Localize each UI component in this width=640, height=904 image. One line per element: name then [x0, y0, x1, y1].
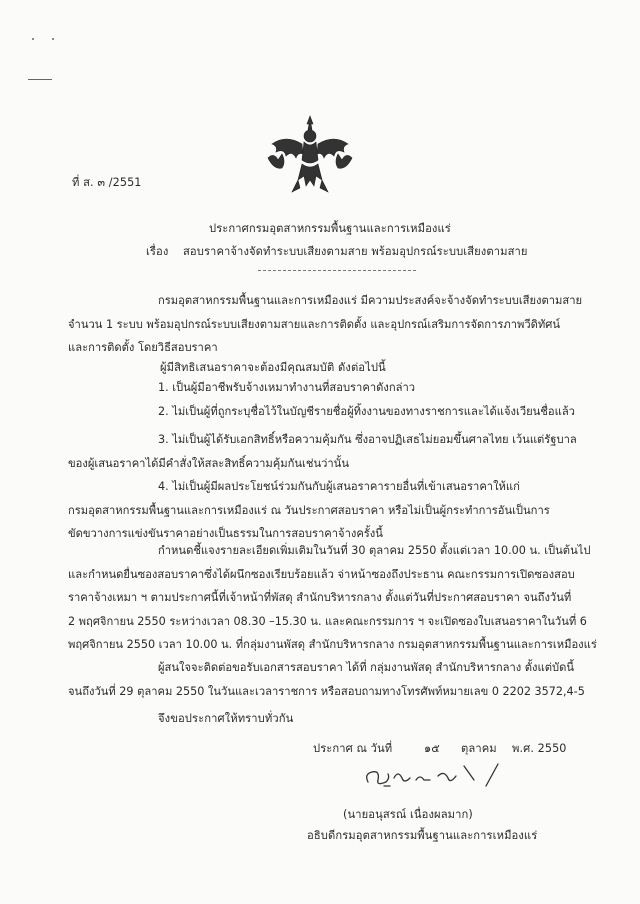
signer-title: อธิบดีกรมอุตสาหกรรมพื้นฐานและการเหมืองแร่: [307, 829, 538, 842]
scan-speck: [32, 38, 34, 40]
qualification-item: 2. ไม่เป็นผู้ที่ถูกระบุชื่อไว้ในบัญชีรายชื่อผู้ทิ้งงานของทางราชการและได้แจ้งเวียนชื่อแล้ว: [158, 404, 575, 418]
title-divider: [258, 270, 416, 271]
announce-day: ๑๕: [424, 742, 440, 755]
qualification-item: 1. เป็นผู้มีอาชีพรับจ้างเหมาทำงานที่สอบราคาดังกล่าว: [158, 381, 416, 394]
qualification-line: 3. ไม่เป็นผู้ได้รับเอกสิทธิ์หรือความคุ้มกัน ซึ่งอาจปฏิเสธไม่ยอมขึ้นศาลไทย เว้นแต่รัฐบาล: [158, 433, 577, 446]
schedule-line: กำหนดชี้แจงรายละเอียดเพิ่มเติมในวันที่ 30 ตุลาคม 2550 ตั้งแต่เวลา 10.00 น. เป็นต้นไป: [158, 544, 591, 557]
contact-line: จนถึงวันที่ 29 ตุลาคม 2550 ในวันและเวลาราชการ หรือสอบถามทางโทรศัพท์หมายเลข 0 2202 3572,4-5: [68, 684, 585, 698]
subject-text: สอบราคาจ้างจัดทำระบบเสียงตามสาย พร้อมอุปกรณ์ระบบเสียงตามสาย: [183, 245, 528, 258]
qualification-item-4: [68, 475, 550, 546]
schedule-line: ราคาจ้างเหมา ฯ ตามประกาศนี้ที่เจ้าหน้าที่พัสดุ สำนักบริหารกลาง ตั้งแต่วันที่ประกาศสอบราคา จนถึงวันที่: [68, 591, 572, 604]
qualification-item-3: [68, 428, 577, 475]
qualification-intro: ผู้มีสิทธิเสนอราคาจะต้องมีคุณสมบัติ ดังต่อไปนี้: [160, 361, 386, 374]
schedule-line: พฤศจิกายน 2550 เวลา 10.00 น. ที่กลุ่มงานพัสดุ สำนักบริหารกลาง กรมอุตสาหกรรมพื้นฐานและการเหมืองแร่: [68, 638, 597, 651]
signature-icon: [360, 756, 520, 796]
schedule-line: และกำหนดยื่นซองสอบราคาซึ่งได้ผนึกซองเรียบร้อยแล้ว จ่าหน้าซองถึงประธาน คณะกรรมการเปิดซองสอบ: [68, 567, 575, 581]
announcement-title: ประกาศกรมอุตสาหกรรมพื้นฐานและการเหมืองแร่: [209, 222, 451, 235]
intro-line: จำนวน 1 ระบบ พร้อมอุปกรณ์ระบบเสียงตามสายและการติดตั้ง และอุปกรณ์เสริมการจัดการภาพวีดิทัศน์: [68, 317, 561, 331]
qualification-line: ขัดขวางการแข่งขันราคาอย่างเป็นธรรมในการสอบราคาจ้างครั้งนี้: [68, 527, 383, 540]
announce-month: ตุลาคม: [461, 742, 497, 755]
intro-line: และการติดตั้ง โดยวิธีสอบราคา: [68, 341, 218, 354]
qualification-list: [158, 376, 575, 423]
announce-year: พ.ศ. 2550: [512, 742, 567, 755]
contact-line: ผู้สนใจจะติดต่อขอรับเอกสารสอบราคา ได้ที่ กลุ่มงานพัสดุ สำนักบริหารกลาง ตั้งแต่บัดนี้: [158, 661, 575, 674]
scan-speck: [52, 38, 54, 40]
signer-name: (นายอนุสรณ์ เนื่องผลมาก): [343, 808, 473, 821]
document-number: ที่ ส. ๓ /2551: [72, 176, 142, 189]
qualification-line: กรมอุตสาหกรรมพื้นฐานและการเหมืองแร่ ณ วันประกาศสอบราคา หรือไม่เป็นผู้กระทำการอันเป็นการ: [68, 503, 550, 517]
contact-paragraph: [68, 656, 585, 703]
subject-label: เรื่อง: [146, 245, 169, 258]
announce-date-prefix: ประกาศ ณ วันที่: [313, 742, 393, 755]
intro-line: กรมอุตสาหกรรมพื้นฐานและการเหมืองแร่ มีความประสงค์จะจ้างจัดทำระบบเสียงตามสาย: [158, 294, 583, 307]
garuda-emblem-icon: [264, 114, 356, 194]
schedule-paragraph: [68, 539, 597, 657]
intro-paragraph: [68, 289, 582, 360]
closing-statement: จึงขอประกาศให้ทราบทั่วกัน: [158, 712, 294, 725]
qualification-line: 4. ไม่เป็นผู้มีผลประโยชน์ร่วมกันกับผู้เสนอราคารายอื่นที่เข้าเสนอราคาให้แก่: [158, 480, 520, 493]
qualification-line: ของผู้เสนอราคาได้มีคำสั่งให้สละสิทธิ์ความคุ้มกันเช่นว่านั้น: [68, 456, 349, 470]
margin-rule: [28, 79, 52, 80]
schedule-line: 2 พฤศจิกายน 2550 ระหว่างเวลา 08.30 –15.30 น. และคณะกรรมการ ฯ จะเปิดซองใบเสนอราคาในวันที่ 6: [68, 614, 587, 628]
